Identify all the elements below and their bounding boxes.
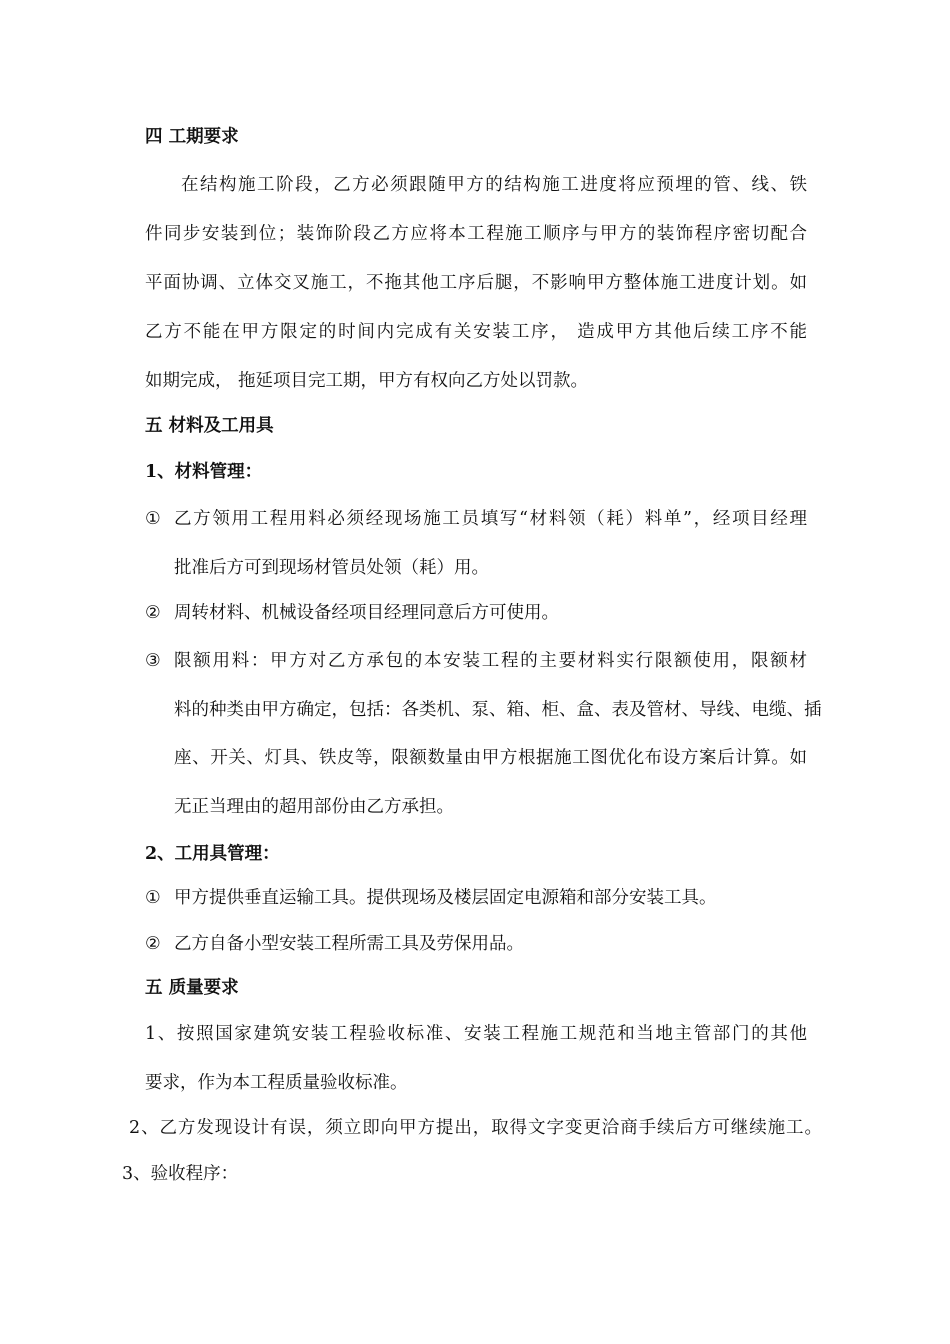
subsection-heading-material-management: 1、材料管理：	[145, 462, 263, 482]
section-heading-materials: 五 材料及工用具	[145, 416, 274, 436]
paragraph-line: 件同步安装到位；装饰阶段乙方应将本工程施工顺序与甲方的装饰程序密切配合	[145, 224, 807, 244]
list-marker: ③	[145, 651, 161, 671]
paragraph-line: 1、按照国家建筑安装工程验收标准、安装工程施工规范和当地主管部门的其他	[145, 1024, 807, 1044]
paragraph-line: 平面协调、立体交叉施工，不拖其他工序后腿，不影响甲方整体施工进度计划。如	[145, 273, 807, 293]
list-item-line: 座、开关、灯具、铁皮等，限额数量由甲方根据施工图优化布设方案后计算。如	[174, 748, 807, 768]
list-item-line: 料的种类由甲方确定，包括：各类机、泵、箱、柜、盒、表及管材、导线、电缆、插	[174, 700, 822, 720]
list-item-line: 批准后方可到现场材管员处领（耗）用。	[174, 558, 489, 578]
list-item-line: 乙方领用工程用料必须经现场施工员填写“材料领（耗）料单”，经项目经理	[174, 509, 807, 529]
list-item-line: 甲方提供垂直运输工具。提供现场及楼层固定电源箱和部分安装工具。	[174, 888, 717, 908]
list-item-line: 限额用料：甲方对乙方承包的本安装工程的主要材料实行限额使用，限额材	[174, 651, 807, 671]
paragraph-line: 2、乙方发现设计有误，须立即向甲方提出，取得文字变更洽商手续后方可继续施工。	[129, 1118, 822, 1138]
section-heading-schedule: 四 工期要求	[145, 127, 239, 147]
list-marker: ①	[145, 509, 161, 529]
paragraph-line: 如期完成， 拖延项目完工期，甲方有权向乙方处以罚款。	[145, 371, 589, 391]
paragraph-line: 3、验收程序：	[122, 1164, 239, 1184]
list-item-line: 周转材料、机械设备经项目经理同意后方可使用。	[174, 603, 559, 623]
section-heading-quality: 五 质量要求	[145, 978, 239, 998]
subsection-heading-tool-management: 2、工用具管理：	[145, 844, 280, 864]
paragraph-line: 要求，作为本工程质量验收标准。	[145, 1073, 408, 1093]
list-item-line: 无正当理由的超用部份由乙方承担。	[174, 797, 454, 817]
list-marker: ①	[145, 888, 161, 908]
paragraph-line: 在结构施工阶段，乙方必须跟随甲方的结构施工进度将应预埋的管、线、铁	[181, 175, 807, 195]
list-marker: ②	[145, 603, 161, 623]
list-item-line: 乙方自备小型安装工程所需工具及劳保用品。	[174, 934, 524, 954]
list-marker: ②	[145, 934, 161, 954]
paragraph-line: 乙方不能在甲方限定的时间内完成有关安装工序， 造成甲方其他后续工序不能	[145, 322, 807, 342]
